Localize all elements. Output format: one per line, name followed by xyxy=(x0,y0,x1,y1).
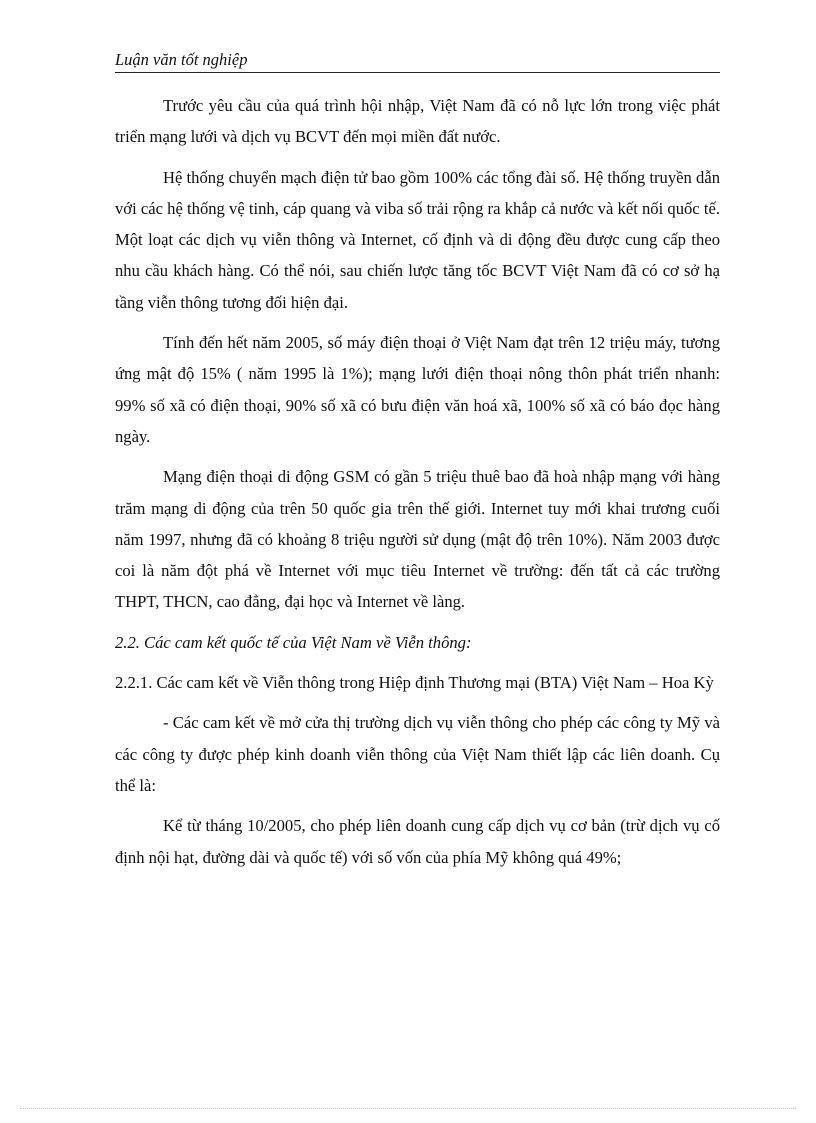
paragraph-mobile-internet: Mạng điện thoại di động GSM có gần 5 triệu thuê bao đã hoà nhập mạng với hàng trăm mạng di động của trên 50 quốc gia trên thế giới. Internet tuy mới khai trương cuối năm 1997, nhưng đã có khoảng 8 triệu người sử dụng (mật độ trên 10%). Năm 2003 được coi là năm đột phá về Internet với mục tiêu Internet về trường: đến tất cả các trường THPT, THCN, cao đẳng, đại học và Internet về làng. xyxy=(115,467,720,612)
section-heading: 2.2. Các cam kết quốc tế của Việt Nam về Viễn thông: xyxy=(115,632,472,652)
paragraph-market-opening: - Các cam kết về mở cửa thị trường dịch vụ viễn thông cho phép các công ty Mỹ và các công ty được phép kinh doanh viễn thông của Việt Nam thiết lập các liên doanh. Cụ thể là: xyxy=(115,713,720,795)
paragraph-integration-efforts: Trước yêu cầu của quá trình hội nhập, Việt Nam đã có nỗ lực lớn trong việc phát triển mạng lưới và dịch vụ BCVT đến mọi miền đất nước. xyxy=(115,96,720,147)
body-text xyxy=(115,90,720,873)
subsection-heading: 2.2.1. Các cam kết về Viễn thông trong Hiệp định Thương mại (BTA) Việt Nam – Hoa Kỳ xyxy=(115,673,714,693)
paragraph-joint-venture-terms: Kể từ tháng 10/2005, cho phép liên doanh cung cấp dịch vụ cơ bản (trừ dịch vụ cố định nội hạt, đường dài và quốc tế) với số vốn của phía Mỹ không quá 49%; xyxy=(115,816,720,867)
page-bottom-divider xyxy=(20,1108,796,1109)
running-header: Luận văn tốt nghiệp xyxy=(115,49,720,73)
paragraph-telephone-statistics: Tính đến hết năm 2005, số máy điện thoại ở Việt Nam đạt trên 12 triệu máy, tương ứng mật độ 15% ( năm 1995 là 1%); mạng lưới điện thoại nông thôn phát triển nhanh: 99% số xã có điện thoại, 90% số xã có bưu điện văn hoá xã, 100% số xã có báo đọc hàng ngày. xyxy=(115,333,720,446)
paragraph-switching-system: Hệ thống chuyển mạch điện tử bao gồm 100% các tổng đài số. Hệ thống truyền dẫn với các hệ thống vệ tinh, cáp quang và viba số trải rộng ra khắp cả nước và kết nối quốc tế. Một loạt các dịch vụ viễn thông và Internet, cố định và di động đều được cung cấp theo nhu cầu khách hàng. Có thể nói, sau chiến lược tăng tốc BCVT Việt Nam đã có cơ sở hạ tầng viễn thông tương đối hiện đại. xyxy=(115,167,720,312)
